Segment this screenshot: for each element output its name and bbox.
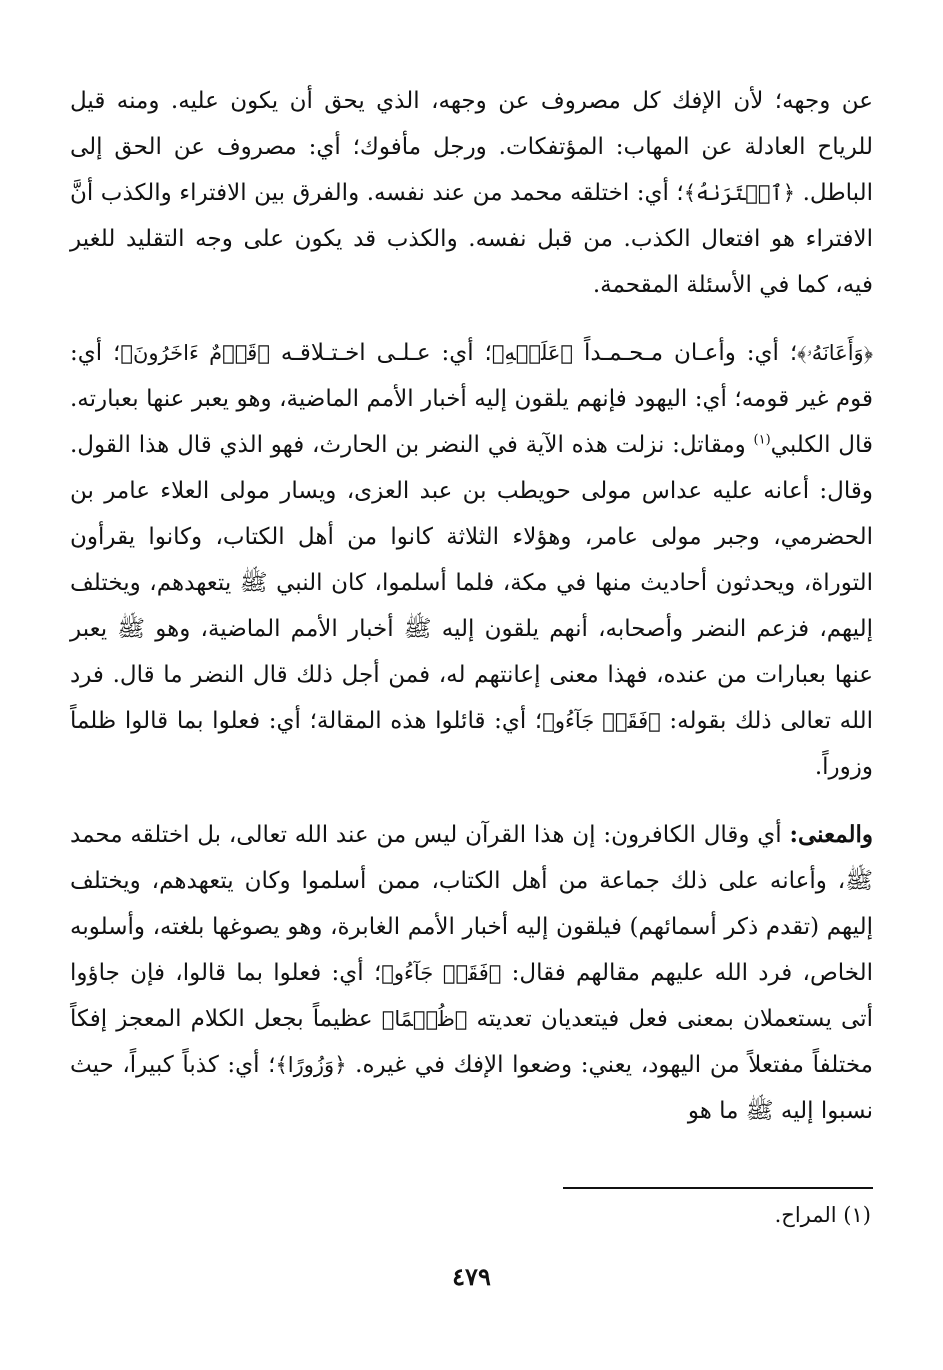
text-run: أي وقال الكافرون: إن هذا القرآن ليس من عند الله تعالى، بل اختلقه محمد ﷺ، وأعانه على ذلك جماعة من أهل الكتاب، ممن أسلموا وكان يتعهدهم، ويختلف إليهم (تقدم ذكر أسمائهم) فيلقون إليه أخبار الأمم الغابرة، وهو يصوغها بلغته، وأسلوبه الخاص، فرد الله عليهم مقالهم فقال: bbox=[70, 822, 873, 986]
text-run: ومقاتل: نزلت هذه الآية في النضر بن الحارث، فهو الذي قال هذا القول. وقال: أعانه عليه عداس مولى حويطب بن عبد العزى، ويسار مولى العلاء عامر بن الحضرمي، وجبر مولى عامر، وهؤلاء الثلاثة كانوا من أهل الكتاب، وكانوا يقرأون التوراة، ويحدثون أحاديث منها في مكة، فلما أسلموا، كان النبي ﷺ يتعهدهم، ويختلف إليهم، فزعم النضر وأصحابه، أنهم يلقون إليه ﷺ أخبار الأمم الماضية، وهو ﷺ يعبر عنها بعبارات من عنده، فهذا معنى إعانتهم له، فمن أجل ذلك قال النضر ما قال. فرد الله تعالى ذلك بقوله: bbox=[70, 432, 873, 734]
quran-quote: ﴿قَوۡمٌ ءَاخَرُونَ﴾ bbox=[120, 341, 270, 365]
quran-quote: ﴿عَلَيۡهِ﴾ bbox=[491, 341, 574, 365]
text-run: ؛ أي: فعلوا بما قالوا، فإن جاؤوا أتى يستعملان بمعنى فعل فيتعديان تعديته bbox=[70, 960, 874, 1032]
quran-quote: ﴿فَقَدۡ جَآءُو﴾ bbox=[381, 961, 502, 985]
quran-quote: ﴿وَزُورًا﴾ bbox=[275, 1053, 347, 1077]
text-run: ؛ أي: كذباً كبيراً، حيث نسبوا إليه ﷺ ما هو bbox=[70, 1052, 873, 1124]
footnote: (١) المراح. bbox=[774, 1203, 871, 1227]
quran-quote: ﴿وَأَعَانَهُۥ﴾ bbox=[797, 341, 874, 365]
paragraph bbox=[70, 812, 873, 1134]
section-heading: والمعنى: bbox=[789, 821, 873, 848]
page-number: ٤٧٩ bbox=[452, 1262, 491, 1291]
paragraph bbox=[70, 78, 873, 308]
footnote-marker: (١) bbox=[753, 432, 771, 448]
text-run: عن وجهه؛ لأن الإفك كل مصروف عن وجهه، الذي يحق أن يكون عليه. ومنه قيل للرياح العادلة عن المهاب: المؤتفكات. ورجل مأفوك؛ أي: مصروف عن الحق إلى الباطل. bbox=[70, 88, 874, 206]
text-run: ؛ أي: اختلقه محمد من عند نفسه. والفرق بين الافتراء والكذب أنَّ الافتراء هو افتعال الكذب. من قبل نفسه. والكذب قد يكون على وجه التقليد للغير فيه، كما في الأسئلة المقحمة. bbox=[70, 180, 873, 298]
quran-quote: ﴿ظُلۡمًا﴾ bbox=[381, 1007, 468, 1031]
body-text bbox=[70, 78, 873, 1134]
text-run: عظيماً بجعل الكلام المعجز إفكاً مختلفاً مفتعلاً من اليهود، يعني: وضعوا الإفك في غيره. bbox=[70, 1006, 873, 1078]
text-run: ؛ أي: عـلـى اخـتـلاقـه bbox=[269, 340, 492, 366]
text-run: ؛ أي: قوم غير قومه؛ أي: اليهود فإنهم يلقون إليه أخبار الأمم الماضية، وهو يعبر عنها بعبارته. قال الكلبي bbox=[70, 340, 873, 458]
text-run: ؛ أي: قائلوا هذه المقالة؛ أي: فعلوا بما قالوا ظلماً وزوراً. bbox=[70, 708, 873, 780]
quran-quote: ﴿ٱفۡتَرَىٰهُ﴾ bbox=[683, 181, 796, 205]
text-run: ؛ أي: وأعـان مـحـمـداً bbox=[573, 340, 798, 366]
quran-quote: ﴿فَقَدۡ جَآءُو﴾ bbox=[542, 709, 661, 733]
footnote-separator bbox=[563, 1187, 873, 1189]
paragraph bbox=[70, 330, 873, 790]
